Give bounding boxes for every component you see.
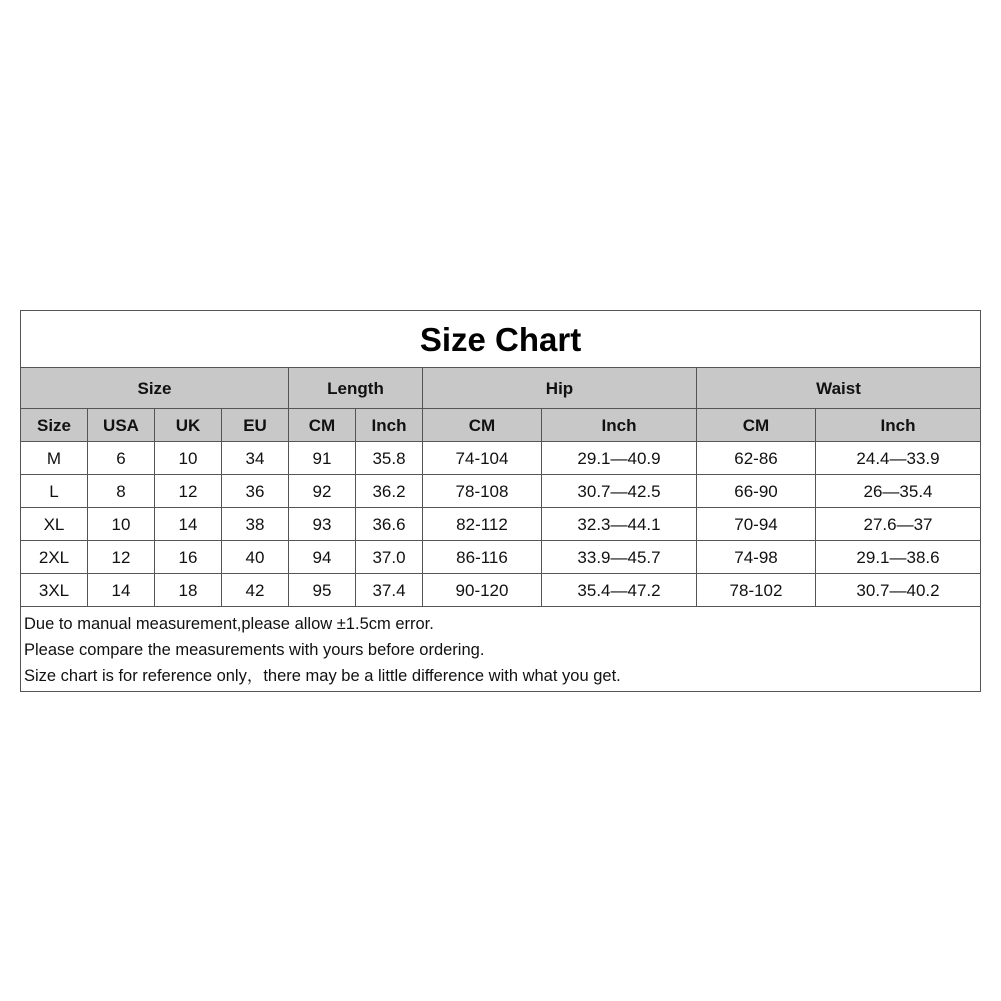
- group-hip: Hip: [423, 368, 697, 409]
- table-row: [21, 475, 981, 508]
- group-length: Length: [289, 368, 423, 409]
- table-cell: 36.2: [356, 475, 423, 508]
- table-cell: 82-112: [423, 508, 542, 541]
- column-header: Inch: [542, 409, 697, 442]
- column-header: Size: [21, 409, 88, 442]
- table-cell: 37.4: [356, 574, 423, 607]
- table-cell: 93: [289, 508, 356, 541]
- table-cell: 40: [222, 541, 289, 574]
- column-header-row: [21, 409, 981, 442]
- table-cell: 24.4—33.9: [816, 442, 981, 475]
- table-cell: 10: [88, 508, 155, 541]
- table-cell: 3XL: [21, 574, 88, 607]
- table-cell: 70-94: [697, 508, 816, 541]
- table-cell: 26—35.4: [816, 475, 981, 508]
- table-cell: 36: [222, 475, 289, 508]
- table-cell: 35.4—47.2: [542, 574, 697, 607]
- table-cell: 74-98: [697, 541, 816, 574]
- table-cell: XL: [21, 508, 88, 541]
- table-cell: 74-104: [423, 442, 542, 475]
- group-size: Size: [21, 368, 289, 409]
- table-cell: 6: [88, 442, 155, 475]
- group-waist: Waist: [697, 368, 981, 409]
- table-cell: 36.6: [356, 508, 423, 541]
- table-cell: 30.7—42.5: [542, 475, 697, 508]
- column-header: Inch: [816, 409, 981, 442]
- table-cell: 12: [88, 541, 155, 574]
- table-cell: 16: [155, 541, 222, 574]
- column-header: CM: [697, 409, 816, 442]
- note-line: Due to manual measurement,please allow ±1.5cm error.: [24, 615, 434, 633]
- notes-cell: [21, 607, 981, 692]
- size-chart-table: [20, 310, 981, 692]
- column-header: CM: [289, 409, 356, 442]
- title-row: [21, 311, 981, 368]
- table-cell: 29.1—38.6: [816, 541, 981, 574]
- group-header-row: [21, 368, 981, 409]
- table-cell: 14: [155, 508, 222, 541]
- table-cell: 62-86: [697, 442, 816, 475]
- table-cell: 86-116: [423, 541, 542, 574]
- table-cell: 35.8: [356, 442, 423, 475]
- table-cell: 42: [222, 574, 289, 607]
- table-row: [21, 508, 981, 541]
- table-cell: 38: [222, 508, 289, 541]
- table-cell: 94: [289, 541, 356, 574]
- table-cell: 18: [155, 574, 222, 607]
- table-cell: 90-120: [423, 574, 542, 607]
- column-header: Inch: [356, 409, 423, 442]
- column-header: EU: [222, 409, 289, 442]
- table-cell: 95: [289, 574, 356, 607]
- table-cell: 92: [289, 475, 356, 508]
- table-cell: L: [21, 475, 88, 508]
- table-cell: 34: [222, 442, 289, 475]
- table-cell: 78-108: [423, 475, 542, 508]
- note-line: Please compare the measurements with yours before ordering.: [24, 641, 485, 659]
- table-cell: 2XL: [21, 541, 88, 574]
- table-cell: M: [21, 442, 88, 475]
- column-header: CM: [423, 409, 542, 442]
- table-cell: 33.9—45.7: [542, 541, 697, 574]
- table-cell: 32.3—44.1: [542, 508, 697, 541]
- table-cell: 29.1—40.9: [542, 442, 697, 475]
- table-row: [21, 574, 981, 607]
- table-cell: 14: [88, 574, 155, 607]
- table-cell: 27.6—37: [816, 508, 981, 541]
- table-cell: 78-102: [697, 574, 816, 607]
- note-line: Size chart is for reference only，there may be a little difference with what you get.: [24, 667, 621, 685]
- table-cell: 66-90: [697, 475, 816, 508]
- table-cell: 8: [88, 475, 155, 508]
- table-row: [21, 541, 981, 574]
- table-row: [21, 442, 981, 475]
- table-cell: 37.0: [356, 541, 423, 574]
- table-cell: 91: [289, 442, 356, 475]
- notes-row: [21, 607, 981, 692]
- column-header: UK: [155, 409, 222, 442]
- chart-title: Size Chart: [21, 311, 981, 368]
- table-cell: 10: [155, 442, 222, 475]
- size-chart: [20, 310, 980, 690]
- table-cell: 12: [155, 475, 222, 508]
- table-cell: 30.7—40.2: [816, 574, 981, 607]
- column-header: USA: [88, 409, 155, 442]
